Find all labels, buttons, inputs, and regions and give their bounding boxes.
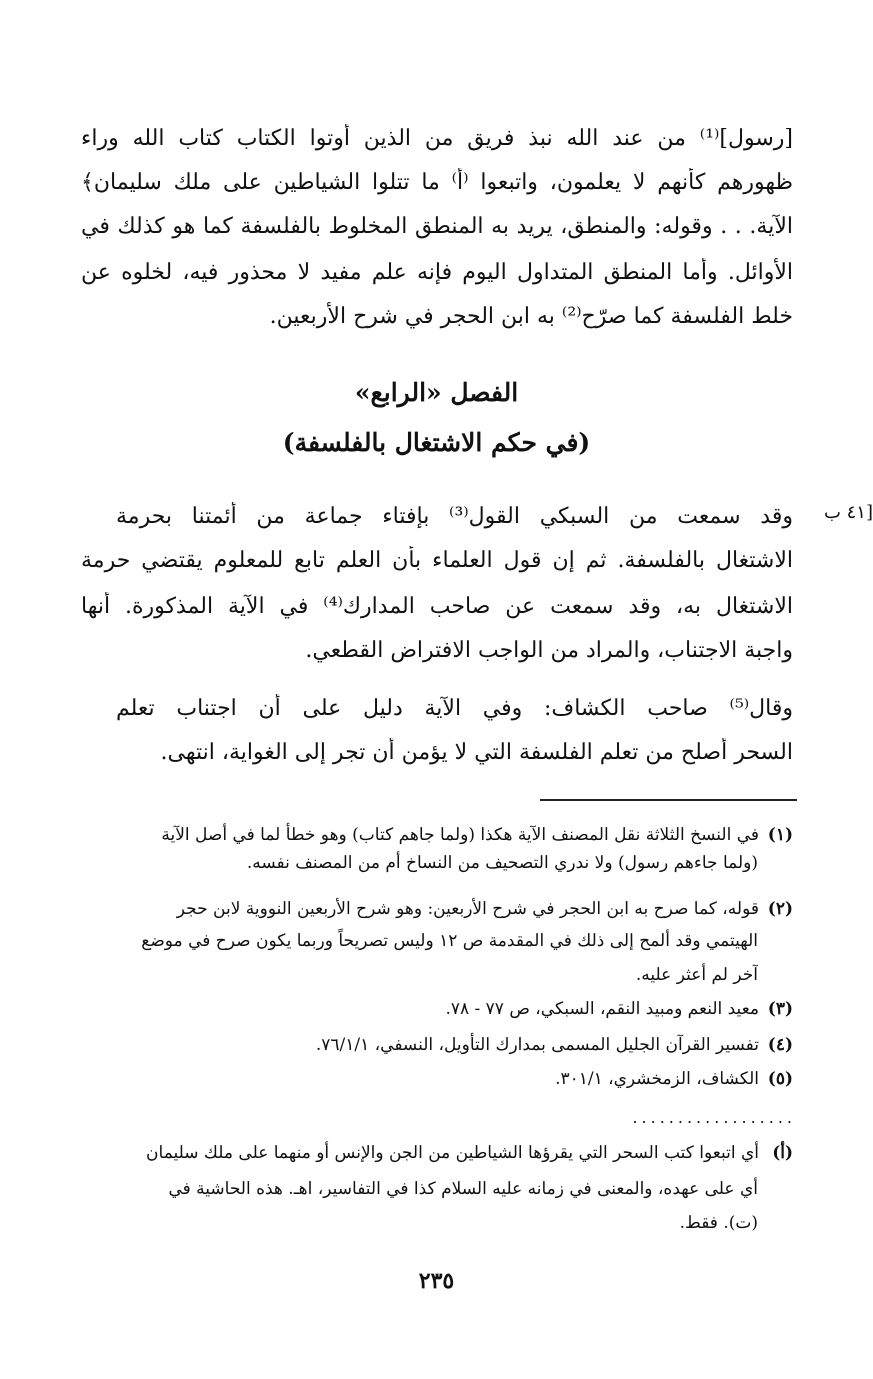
- footnote-4: [81, 1032, 793, 1058]
- footnote-text: معيد النعم ومبيد النقم، السبكي، ص ٧٧ - ٧٨.: [445, 999, 759, 1019]
- footnote-text: (ت). فقط.: [679, 1213, 758, 1233]
- chapter-title: الفصل «الرابع»: [354, 378, 519, 407]
- footnote-divider: [540, 799, 797, 801]
- body-line: وقال⁽⁵⁾ صاحب الكشاف: وفي الآية دليل على أن اجتناب تعلم: [116, 696, 793, 721]
- body-line: السحر أصلح من تعلم الفلسفة التي لا يؤمن أن تجر إلى الغواية، انتهى.: [160, 740, 793, 765]
- footnote-text: أي على عهده، والمعنى في زمانه عليه السلام كذا في التفاسير، اهـ. هذه الحاشية في: [168, 1179, 758, 1199]
- footnote-number: (٥): [767, 1069, 793, 1089]
- chapter-subtitle: (في حكم الاشتغال بالفلسفة): [282, 428, 591, 457]
- body-line: الاشتغال بالفلسفة. ثم إن قول العلماء بأن العلم تابع للمعلوم يقتضي حرمة: [81, 548, 793, 573]
- body-line: [رسول]⁽¹⁾ من عند الله نبذ فريق من الذين أوتوا الكتاب كتاب الله وراء: [81, 126, 793, 151]
- footnote-text: آخر لم أعثر عليه.: [635, 965, 758, 985]
- body-line: الأوائل. وأما المنطق المتداول اليوم فإنه علم مفيد لا محذور فيه، لخلوه عن: [81, 260, 793, 285]
- footnote-number: (٢): [767, 899, 793, 919]
- body-line: واجبة الاجتناب، والمراد من الواجب الافتراض القطعي.: [305, 638, 793, 663]
- dotted-separator: ..................: [632, 1108, 796, 1127]
- footnote-number: (١): [767, 825, 793, 845]
- footnote-5: [81, 1066, 793, 1092]
- footnote-text: أي اتبعوا كتب السحر التي يقرؤها الشياطين من الجن والإنس أو منهما على ملك سليمان: [146, 1143, 759, 1163]
- footnote-number: (أ): [772, 1143, 793, 1163]
- footnote-number: (٤): [767, 1035, 793, 1055]
- body-line: خلط الفلسفة كما صرّح⁽²⁾ به ابن الحجر في شرح الأربعين.: [269, 304, 793, 329]
- footnote-text: قوله، كما صرح به ابن الحجر في شرح الأربعين: وهو شرح الأربعين النووية لابن حجر: [176, 899, 759, 919]
- body-line: الاشتغال به، وقد سمعت عن صاحب المدارك⁽⁴⁾ في الآية المذكورة. أنها: [81, 594, 793, 619]
- footnote-number: (٣): [767, 999, 793, 1019]
- body-line: الآية. . . وقوله: والمنطق، يريد به المنطق المخلوط بالفلسفة كما هو كذلك في: [81, 214, 793, 239]
- body-line: ظهورهم كأنهم لا يعلمون، واتبعوا ⁽أ⁾ ما تتلوا الشياطين على ملك سليمان﴾: [81, 170, 793, 195]
- footnote-text: في النسخ الثلاثة نقل المصنف الآية هكذا (ولما جاهم كتاب) وهو خطأ لما في أصل الآية: [161, 825, 759, 845]
- footnote-text: الهيتمي وقد ألمح إلى ذلك في المقدمة ص ١٢ وليس تصريحاً وربما يكون صرح في موضع: [141, 931, 758, 951]
- folio-margin-note: [٤١ ب: [823, 502, 873, 523]
- page-number: ٢٣٥: [418, 1268, 455, 1294]
- footnote-text: الكشاف، الزمخشري، ٣٠١/١.: [555, 1069, 759, 1089]
- margin-footnote: [81, 1140, 793, 1166]
- footnote-2: [81, 896, 793, 922]
- body-line: وقد سمعت من السبكي القول⁽³⁾ بإفتاء جماعة من أئمتنا بحرمة: [116, 504, 793, 529]
- footnote-text: تفسير القرآن الجليل المسمى بمدارك التأويل، النسفي، ٧٦/١/١.: [315, 1035, 759, 1055]
- footnote-text: (ولما جاءهم رسول) ولا ندري التصحيف من النساخ أم من المصنف نفسه.: [246, 853, 758, 873]
- footnote-3: [81, 996, 793, 1022]
- footnote-1: [81, 822, 793, 848]
